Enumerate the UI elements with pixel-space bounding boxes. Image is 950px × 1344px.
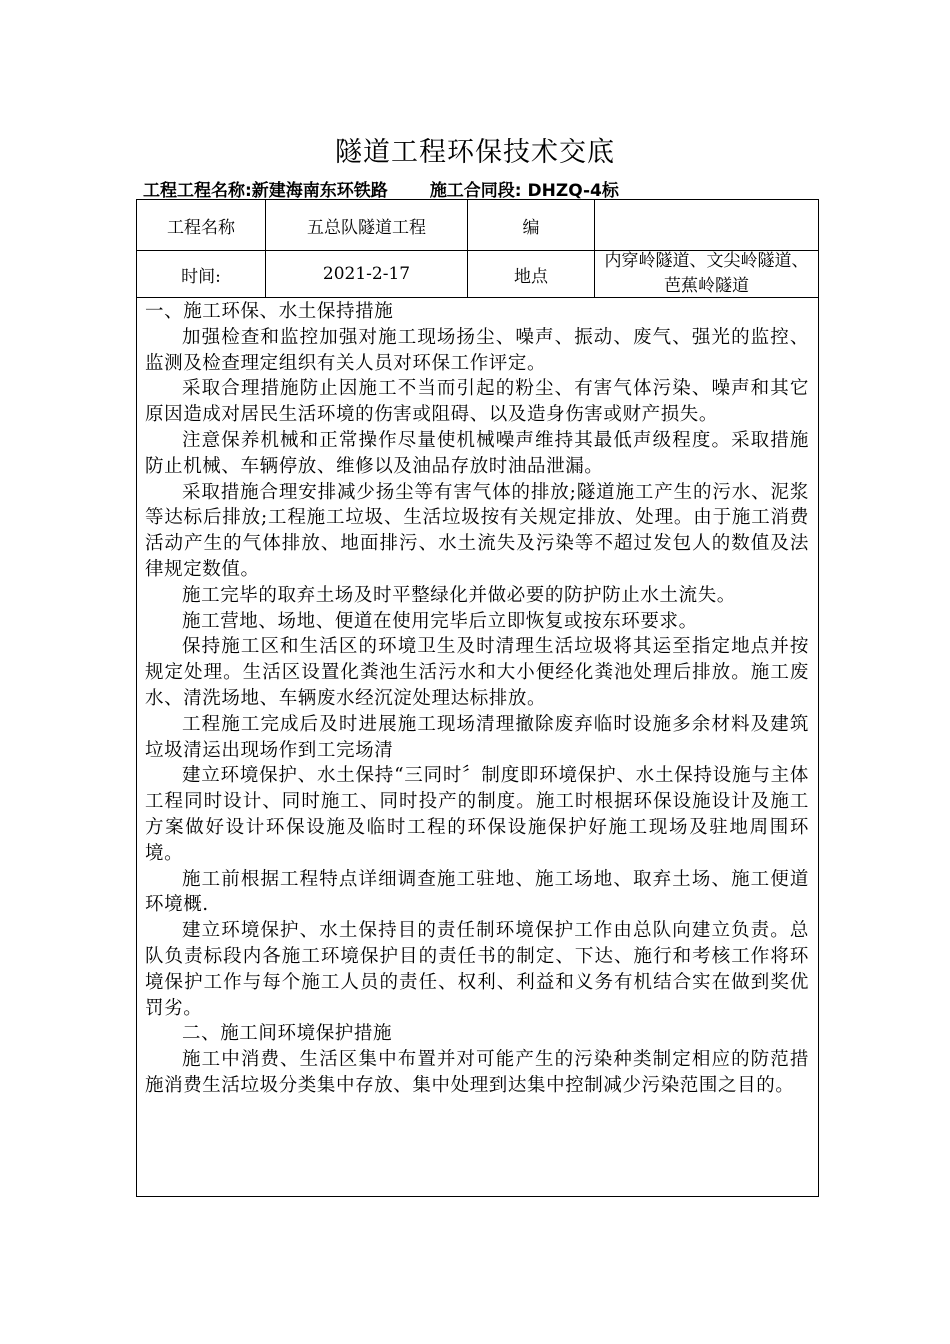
- project-name-label: 工程工程名称:新建海南东环铁路: [143, 181, 388, 201]
- paragraph: 施工前根据工程特点详细调查施工驻地、施工场地、取弃土场、施工便道环境概.: [145, 868, 809, 916]
- document-title: 隧道工程环保技术交底: [335, 137, 615, 168]
- section-heading: 二、施工间环境保护措施: [182, 1023, 393, 1045]
- time-value-cell: 2021-2-17: [322, 264, 411, 284]
- location-value-cell: 内穿岭隧道、文尖岭隧道、芭蕉岭隧道: [604, 251, 809, 296]
- project-name-label-cell: 工程名称: [167, 217, 235, 238]
- paragraph: 建立环境保护、水土保持“三同时〞制度即环境保护、水土保持设施与主体工程同时设计、同时施工、同时投产的制度。施工时根据环保设施设计及施工方案做好设计环保设施及临时工程的环保设施保护好施工现场及驻地周围环境。: [145, 765, 809, 864]
- paragraph: 建立环境保护、水土保持目的责任制环境保护工作由总队向建立负责。总队负责标段内各施工环境保护目的责任书的制定、下达、施行和考核工作将环境保护工作与每个施工人员的责任、权利、利益和义务有机结合实在做到奖优罚劣。: [145, 920, 809, 1019]
- code-label-cell: 编: [522, 217, 540, 238]
- section-heading: 一、施工环保、水土保持措施: [145, 301, 394, 322]
- paragraph: 施工营地、场地、便道在使用完毕后立即恢复或按东环要求。: [182, 610, 698, 632]
- paragraph: 注意保养机械和正常操作尽量使机械噪声维持其最低声级程度。采取措施防止机械、车辆停放、维修以及油品存放时油品泄漏。: [145, 429, 809, 477]
- time-label-cell: 时间:: [181, 266, 221, 287]
- paragraph: 施工中消费、生活区集中布置并对可能产生的污染种类制定相应的防范措施消费生活垃圾分类集中存放、集中处理到达集中控制减少污染范围之目的。: [145, 1049, 809, 1096]
- code-value-cell: [595, 200, 818, 250]
- paragraph: 采取措施合理安排减少扬尘等有害气体的排放;隧道施工产生的污水、泥浆等达标后排放;工程施工垃圾、生活垃圾按有关规定排放、处理。由于施工消费活动产生的气体排放、地面排污、水土流失及污染等不超过发包人的数值及法律规定数值。: [145, 481, 809, 580]
- contract-section-label: 施工合同段: DHZQ-4标: [429, 181, 619, 201]
- paragraph: 施工完毕的取弃土场及时平整绿化并做必要的防护防止水土流失。: [182, 584, 736, 606]
- disclosure-table: [136, 199, 819, 1197]
- paragraph: 保持施工区和生活区的环境卫生及时清理生活垃圾将其运至指定地点并按规定处理。生活区设置化粪池生活污水和大小便经化粪池处理后排放。施工废水、清洗场地、车辆废水经沉淀处理达标排放。: [145, 636, 809, 709]
- disclosure-content: [145, 299, 809, 1099]
- paragraph: 采取合理措施防止因施工不当而引起的粉尘、有害气体污染、噪声和其它原因造成对居民生活环境的伤害或阻碍、以及造身伤害或财产损失。: [145, 378, 809, 426]
- document-subtitle: [143, 176, 619, 201]
- location-label-cell: 地点: [514, 266, 548, 287]
- paragraph: 加强检查和监控加强对施工现场扬尘、噪声、振动、废气、强光的监控、监测及检查理定组织有关人员对环保工作评定。: [145, 326, 809, 374]
- project-name-value-cell: 五总队隧道工程: [307, 217, 426, 238]
- paragraph: 工程施工完成后及时进展施工现场清理撤除废弃临时设施多余材料及建筑垃圾清运出现场作到工完场清: [145, 713, 809, 761]
